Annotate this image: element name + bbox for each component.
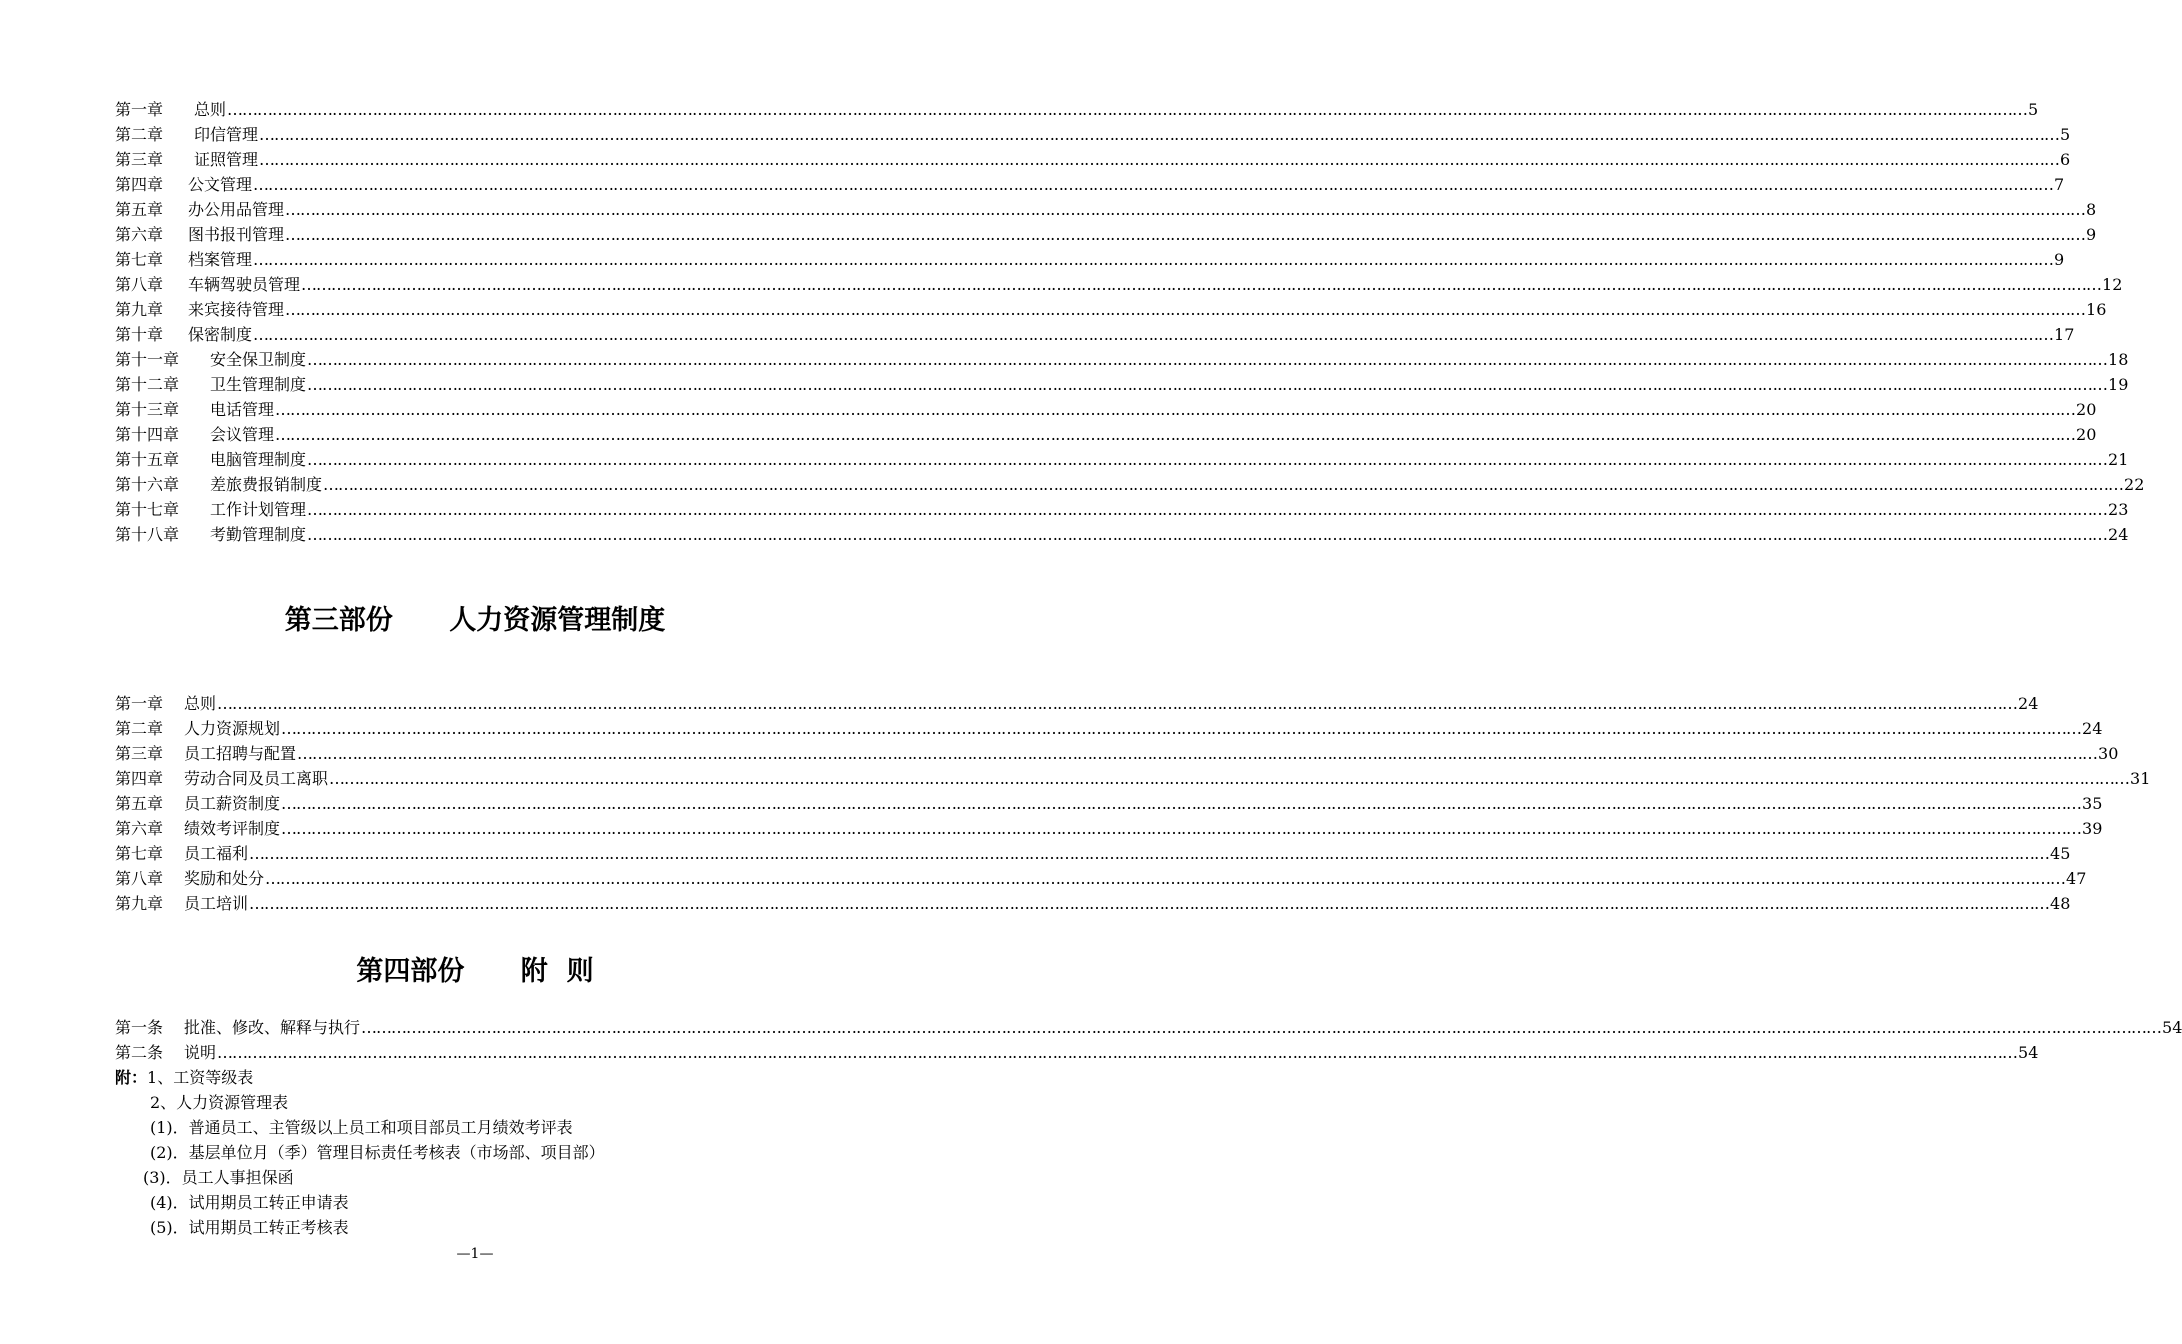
toc-leader-dots: ……………………………………………………………………………………………………………………………………………………………………………………………………………………………………………………………………………………………………………………………… <box>297 744 2098 763</box>
toc-page: 8 <box>2086 200 2097 219</box>
toc-title: 差旅费报销制度 <box>210 475 323 494</box>
toc-leader-dots: ……………………………………………………………………………………………………………………………………………………………………………………………………………………………………………………………………………………………………………………………… <box>227 100 2028 119</box>
toc-page: 24 <box>2018 694 2039 713</box>
toc-leader-dots: ……………………………………………………………………………………………………………………………………………………………………………………………………………………………………………………………………………………………………………………………… <box>285 300 2086 319</box>
toc-row <box>115 397 2097 422</box>
toc-chapter: 第九章 <box>115 894 164 913</box>
toc-title: 劳动合同及员工离职 <box>184 769 329 788</box>
toc-page: 6 <box>2060 150 2071 169</box>
toc-row <box>115 197 2097 222</box>
toc-title: 员工招聘与配置 <box>184 744 297 763</box>
toc-title: 员工培训 <box>184 894 249 913</box>
toc-leader-dots: ……………………………………………………………………………………………………………………………………………………………………………………………………………………………………………………………………………………………………………………………… <box>217 1043 2018 1062</box>
toc-page: 20 <box>2076 400 2097 419</box>
toc-page: 54 <box>2162 1018 2182 1037</box>
toc-row <box>115 422 2097 447</box>
toc-chapter: 第三章 <box>115 744 164 763</box>
toc-leader-dots: ……………………………………………………………………………………………………………………………………………………………………………………………………………………………………………………………………………………………………………………………… <box>281 719 2082 738</box>
toc-leader-dots: ……………………………………………………………………………………………………………………………………………………………………………………………………………………………………………………………………………………………………………………………… <box>301 275 2102 294</box>
toc-chapter: 第十四章 <box>115 425 180 444</box>
appendix-item-1: 1、工资等级表 <box>147 1068 254 1087</box>
appendix-item-2: 2、人力资源管理表 <box>150 1093 289 1112</box>
toc-row <box>115 497 2129 522</box>
toc-leader-dots: ……………………………………………………………………………………………………………………………………………………………………………………………………………………………………………………………………………………………………………………………… <box>285 225 2086 244</box>
toc-chapter: 第十六章 <box>115 475 180 494</box>
toc-row <box>115 172 2065 197</box>
toc-chapter: 第十八章 <box>115 525 180 544</box>
toc-page: 12 <box>2102 275 2123 294</box>
toc-chapter: 第十五章 <box>115 450 180 469</box>
toc-page: 23 <box>2108 500 2129 519</box>
toc-leader-dots: ……………………………………………………………………………………………………………………………………………………………………………………………………………………………………………………………………………………………………………………………… <box>307 375 2108 394</box>
toc-leader-dots: ……………………………………………………………………………………………………………………………………………………………………………………………………………………………………………………………………………………………………………………………… <box>249 844 2050 863</box>
toc-row <box>115 791 2103 816</box>
toc-title: 员工福利 <box>184 844 249 863</box>
appendix-line-1 <box>115 1065 605 1090</box>
toc-leader-dots: ……………………………………………………………………………………………………………………………………………………………………………………………………………………………………………………………………………………………………………………………… <box>253 250 2054 269</box>
toc-page: 45 <box>2050 844 2071 863</box>
appendix-sub-3: (3)．员工人事担保函 <box>143 1168 294 1187</box>
toc-chapter: 第七章 <box>115 250 164 269</box>
toc-page: 9 <box>2054 250 2065 269</box>
toc-chapter: 第一章 <box>115 100 164 119</box>
toc-page: 48 <box>2050 894 2071 913</box>
section4-heading: 第四部份 附 则 <box>356 956 594 987</box>
toc-title: 电脑管理制度 <box>210 450 307 469</box>
toc-leader-dots: ……………………………………………………………………………………………………………………………………………………………………………………………………………………………………………………………………………………………………………………………… <box>281 819 2082 838</box>
toc-row <box>115 716 2103 741</box>
toc-row <box>115 741 2119 766</box>
toc-leader-dots: ……………………………………………………………………………………………………………………………………………………………………………………………………………………………………………………………………………………………………………………………… <box>361 1018 2162 1037</box>
toc-title: 图书报刊管理 <box>188 225 285 244</box>
toc-row <box>115 122 2071 147</box>
toc-title: 办公用品管理 <box>188 200 285 219</box>
toc-row <box>115 866 2087 891</box>
toc-section2 <box>115 97 2145 547</box>
toc-row <box>115 222 2097 247</box>
toc-page: 54 <box>2018 1043 2039 1062</box>
toc-leader-dots: ……………………………………………………………………………………………………………………………………………………………………………………………………………………………………………………………………………………………………………………………… <box>253 175 2054 194</box>
toc-row <box>115 372 2129 397</box>
toc-chapter: 第十一章 <box>115 350 180 369</box>
toc-row <box>115 691 2039 716</box>
toc-leader-dots: ……………………………………………………………………………………………………………………………………………………………………………………………………………………………………………………………………………………………………………………………… <box>275 400 2076 419</box>
toc-leader-dots: ……………………………………………………………………………………………………………………………………………………………………………………………………………………………………………………………………………………………………………………………… <box>323 475 2124 494</box>
toc-leader-dots: ……………………………………………………………………………………………………………………………………………………………………………………………………………………………………………………………………………………………………………………………… <box>249 894 2050 913</box>
appendix-sub-2: (2)．基层单位月（季）管理目标责任考核表（市场部、项目部） <box>150 1143 605 1162</box>
toc-chapter: 第五章 <box>115 200 164 219</box>
appendix <box>115 1065 605 1240</box>
toc-title: 说明 <box>184 1043 217 1062</box>
toc-section3 <box>115 691 2151 916</box>
toc-row <box>115 447 2129 472</box>
toc-row <box>115 97 2039 122</box>
appendix-line-2 <box>115 1090 605 1115</box>
toc-title: 卫生管理制度 <box>210 375 307 394</box>
toc-row <box>115 247 2065 272</box>
toc-chapter: 第九章 <box>115 300 164 319</box>
toc-row <box>115 147 2071 172</box>
toc-title: 安全保卫制度 <box>210 350 307 369</box>
toc-row <box>115 1015 2182 1040</box>
toc-row <box>115 347 2129 372</box>
toc-page: 5 <box>2060 125 2071 144</box>
toc-row <box>115 322 2075 347</box>
toc-page: 17 <box>2054 325 2075 344</box>
toc-title: 电话管理 <box>210 400 275 419</box>
toc-chapter: 第五章 <box>115 794 164 813</box>
toc-page: 16 <box>2086 300 2107 319</box>
toc-chapter: 第四章 <box>115 175 164 194</box>
toc-leader-dots: ……………………………………………………………………………………………………………………………………………………………………………………………………………………………………………………………………………………………………………………………… <box>281 794 2082 813</box>
toc-leader-dots: ……………………………………………………………………………………………………………………………………………………………………………………………………………………………………………………………………………………………………………………………… <box>307 350 2108 369</box>
toc-page: 20 <box>2076 425 2097 444</box>
toc-title: 人力资源规划 <box>184 719 281 738</box>
toc-leader-dots: ……………………………………………………………………………………………………………………………………………………………………………………………………………………………………………………………………………………………………………………………… <box>307 525 2108 544</box>
toc-page: 7 <box>2054 175 2065 194</box>
toc-page: 24 <box>2108 525 2129 544</box>
toc-page: 21 <box>2108 450 2129 469</box>
appendix-sub-4: (4)．试用期员工转正申请表 <box>150 1193 349 1212</box>
toc-chapter: 第八章 <box>115 275 164 294</box>
appendix-sub-1: (1)．普通员工、主管级以上员工和项目部员工月绩效考评表 <box>150 1118 573 1137</box>
toc-page: 22 <box>2124 475 2145 494</box>
toc-title: 批准、修改、解释与执行 <box>184 1018 361 1037</box>
toc-page: 24 <box>2082 719 2103 738</box>
toc-leader-dots: ……………………………………………………………………………………………………………………………………………………………………………………………………………………………………………………………………………………………………………………………… <box>329 769 2130 788</box>
appendix-sub-5: (5)．试用期员工转正考核表 <box>150 1218 349 1237</box>
toc-row <box>115 766 2151 791</box>
toc-title: 奖励和处分 <box>184 869 265 888</box>
toc-row <box>115 891 2071 916</box>
toc-chapter: 第四章 <box>115 769 164 788</box>
toc-page: 9 <box>2086 225 2097 244</box>
toc-chapter: 第七章 <box>115 844 164 863</box>
toc-chapter: 第六章 <box>115 819 164 838</box>
toc-leader-dots: ……………………………………………………………………………………………………………………………………………………………………………………………………………………………………………………………………………………………………………………………… <box>253 325 2054 344</box>
toc-row <box>115 522 2129 547</box>
toc-section4 <box>115 1015 2182 1065</box>
toc-title: 绩效考评制度 <box>184 819 281 838</box>
toc-title: 考勤管理制度 <box>210 525 307 544</box>
toc-chapter: 第六章 <box>115 225 164 244</box>
toc-page: 5 <box>2028 100 2039 119</box>
toc-leader-dots: ……………………………………………………………………………………………………………………………………………………………………………………………………………………………………………………………………………………………………………………………… <box>307 500 2108 519</box>
toc-row <box>115 272 2123 297</box>
toc-title: 档案管理 <box>188 250 253 269</box>
toc-chapter: 第八章 <box>115 869 164 888</box>
toc-leader-dots: ……………………………………………………………………………………………………………………………………………………………………………………………………………………………………………………………………………………………………………………………… <box>307 450 2108 469</box>
toc-title: 总则 <box>184 694 217 713</box>
toc-leader-dots: ……………………………………………………………………………………………………………………………………………………………………………………………………………………………………………………………………………………………………………………………… <box>217 694 2018 713</box>
section3-heading: 第三部份 人力资源管理制度 <box>284 605 666 636</box>
toc-leader-dots: ……………………………………………………………………………………………………………………………………………………………………………………………………………………………………………………………………………………………………………………………… <box>275 425 2076 444</box>
toc-chapter: 第二章 <box>115 719 164 738</box>
toc-page: 35 <box>2082 794 2103 813</box>
toc-page: 18 <box>2108 350 2129 369</box>
toc-row <box>115 816 2103 841</box>
toc-title: 来宾接待管理 <box>188 300 285 319</box>
toc-page: 39 <box>2082 819 2103 838</box>
toc-row <box>115 472 2145 497</box>
toc-row <box>115 297 2107 322</box>
toc-chapter: 第一条 <box>115 1018 164 1037</box>
toc-page: 47 <box>2066 869 2087 888</box>
toc-title: 员工薪资制度 <box>184 794 281 813</box>
toc-title: 公文管理 <box>188 175 253 194</box>
toc-title: 保密制度 <box>188 325 253 344</box>
toc-title: 证照管理 <box>194 150 259 169</box>
toc-leader-dots: ……………………………………………………………………………………………………………………………………………………………………………………………………………………………………………………………………………………………………………………………… <box>265 869 2066 888</box>
toc-chapter: 第二章 <box>115 125 164 144</box>
toc-leader-dots: ……………………………………………………………………………………………………………………………………………………………………………………………………………………………………………………………………………………………………………………………… <box>259 125 2060 144</box>
toc-row <box>115 1040 2039 1065</box>
toc-chapter: 第十七章 <box>115 500 180 519</box>
toc-row <box>115 841 2071 866</box>
toc-chapter: 第十三章 <box>115 400 180 419</box>
toc-chapter: 第十二章 <box>115 375 180 394</box>
toc-page: 19 <box>2108 375 2129 394</box>
toc-chapter: 第一章 <box>115 694 164 713</box>
toc-chapter: 第二条 <box>115 1043 164 1062</box>
toc-title: 工作计划管理 <box>210 500 307 519</box>
toc-page: 30 <box>2098 744 2119 763</box>
toc-leader-dots: ……………………………………………………………………………………………………………………………………………………………………………………………………………………………………………………………………………………………………………………………… <box>285 200 2086 219</box>
toc-page: 31 <box>2130 769 2151 788</box>
toc-title: 车辆驾驶员管理 <box>188 275 301 294</box>
toc-title: 总则 <box>194 100 227 119</box>
toc-chapter: 第三章 <box>115 150 164 169</box>
appendix-label: 附： <box>115 1068 148 1087</box>
page-number: —1— <box>456 1246 494 1262</box>
toc-title: 印信管理 <box>194 125 259 144</box>
toc-chapter: 第十章 <box>115 325 164 344</box>
toc-leader-dots: ……………………………………………………………………………………………………………………………………………………………………………………………………………………………………………………………………………………………………………………………… <box>259 150 2060 169</box>
toc-title: 会议管理 <box>210 425 275 444</box>
